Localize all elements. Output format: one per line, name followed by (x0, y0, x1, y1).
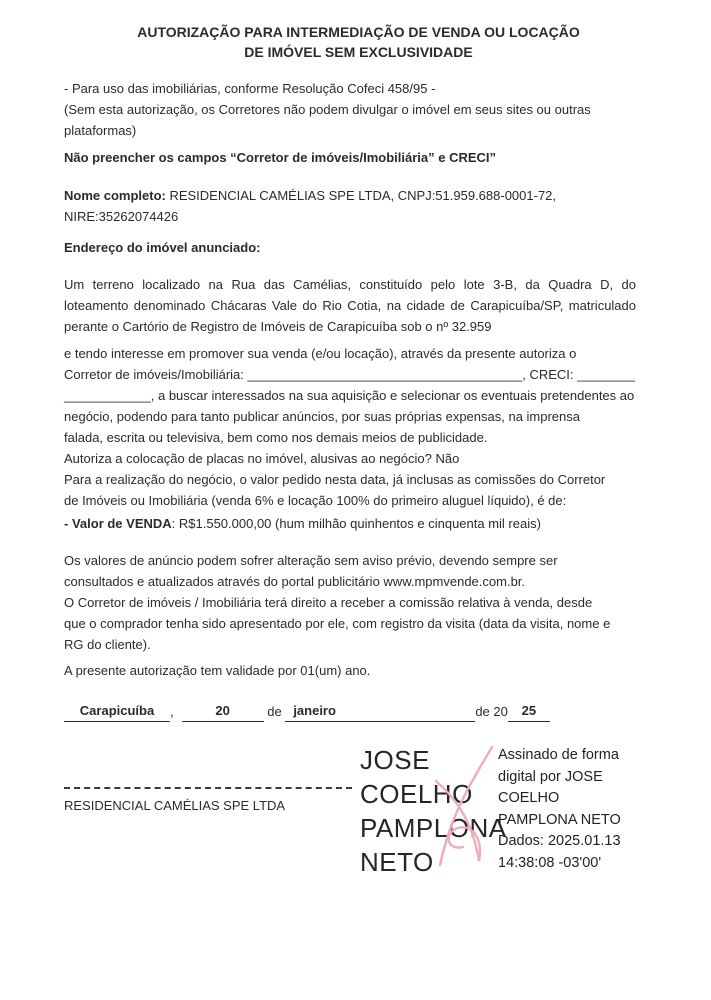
terms-line: que o comprador tenha sido apresentado por ele, com registro da visita (data da visita, nome e (64, 616, 611, 631)
digital-signature-line: digital por JOSE (498, 768, 603, 785)
document-title-line1: AUTORIZAÇÃO PARA INTERMEDIAÇÃO DE VENDA OU LOCAÇÃO (137, 24, 580, 40)
owner-name-line (64, 185, 653, 206)
owner-name-label: Nome completo: (64, 188, 166, 203)
owner-nire-line: NIRE:35262074426 (64, 209, 179, 224)
signer-name-line: NETO (360, 847, 434, 877)
signature-flourish-icon (430, 745, 500, 873)
document-title-line2: DE IMÓVEL SEM EXCLUSIVIDADE (244, 44, 473, 60)
authorization-paragraph (64, 343, 653, 511)
broker-creci-blank-line: Corretor de imóveis/Imobiliária: ______________________________________, CRECI: ________ (64, 367, 635, 382)
digital-signature-line: COELHO (498, 790, 560, 806)
signer-name-line: JOSE (360, 745, 430, 775)
address-heading: Endereço do imóvel anunciado: (64, 240, 261, 255)
month-fill-field: janeiro (285, 701, 475, 722)
authorization-line: Para a realização do negócio, o valor pedido nesta data, já inclusas as comissões do Corretor (64, 472, 606, 487)
sale-price-line (64, 513, 653, 534)
intro-line: - Para uso das imobiliárias, conforme Resolução Cofeci 458/95 - (64, 81, 436, 96)
intro-line: (Sem esta autorização, os Corretores não podem divulgar o imóvel em seus sites ou outras (64, 102, 591, 117)
date-comma: , (170, 704, 174, 719)
terms-line: RG do cliente). (64, 637, 151, 652)
price-label: Valor de VENDA (71, 516, 172, 531)
signer-name-line: COELHO (360, 779, 473, 809)
authorization-line: de Imóveis ou Imobiliária (venda 6% e locação 100% do primeiro aluguel líquido), é de: (64, 493, 567, 508)
city-date-line (64, 701, 653, 727)
price-value: : R$1.550.000,00 (hum milhão quinhentos e cinquenta mil reais) (171, 516, 541, 531)
price-dash: - (64, 516, 72, 531)
validity-statement: A presente autorização tem validade por 01(um) ano. (64, 663, 371, 678)
authorization-line: ____________, a buscar interessados na sua aquisição e selecionar os eventuais pretendentes ao (64, 388, 635, 403)
digital-signature-line: 14:38:08 -03'00' (498, 854, 602, 871)
date-de20-word: de 20 (475, 704, 508, 719)
digital-signature-details (498, 745, 656, 874)
signature-company-name: RESIDENCIAL CAMÉLIAS SPE LTDA (64, 798, 286, 813)
document-title (64, 22, 653, 62)
terms-line: consultados e atualizados através do portal publicitário www.mpmvende.com.br. (64, 574, 526, 589)
terms-line: O Corretor de imóveis / Imobiliária terá direito a receber a comissão relativa à venda, desde (64, 595, 593, 610)
owner-identification (64, 185, 653, 227)
city-fill-field: Carapicuíba (64, 701, 170, 722)
owner-name-value: RESIDENCIAL CAMÉLIAS SPE LTDA, CNPJ:51.959.688-0001-72, (165, 188, 557, 203)
authorization-line: e tendo interesse em promover sua venda (e/ou locação), através da presente autoriza o (64, 346, 577, 361)
year-fill-field: 25 (508, 701, 550, 722)
do-not-fill-notice: Não preencher os campos “Corretor de imóveis/Imobiliária” e CRECI” (64, 150, 497, 165)
date-de-word: de (263, 704, 286, 719)
property-description: Um terreno localizado na Rua das Camélias, constituído pelo lote 3-B, da Quadra D, do loteamento denominado Chácaras Vale do Rio Cotia, na cidade de Carapicuíba/SP, matriculado perante o Cartório de Registro de Imóveis de Carapicuíba sob o nº 32.959 (64, 277, 636, 334)
terms-paragraph (64, 550, 653, 655)
authorization-line: negócio, podendo para tanto publicar anúncios, por suas próprias expensas, na imprensa (64, 409, 581, 424)
authorization-line: falada, escrita ou televisiva, bem como nos demais meios de publicidade. (64, 430, 488, 445)
intro-line: plataformas) (64, 123, 137, 138)
signature-block (64, 743, 653, 893)
digital-signature-line: PAMPLONA NETO (498, 811, 621, 828)
signer-name-line: PAMPLONA (360, 813, 507, 843)
signature-line (64, 787, 352, 789)
digital-signature-line: Assinado de forma (498, 747, 619, 763)
signs-allowed-line: Autoriza a colocação de placas no imóvel, alusivas ao negócio? Não (64, 451, 460, 466)
intro-paragraph (64, 78, 653, 141)
terms-line: Os valores de anúncio podem sofrer alteração sem aviso prévio, devendo sempre ser (64, 553, 558, 568)
day-fill-field: 20 (182, 701, 264, 722)
digital-signature-line: Dados: 2025.01.13 (498, 833, 621, 849)
